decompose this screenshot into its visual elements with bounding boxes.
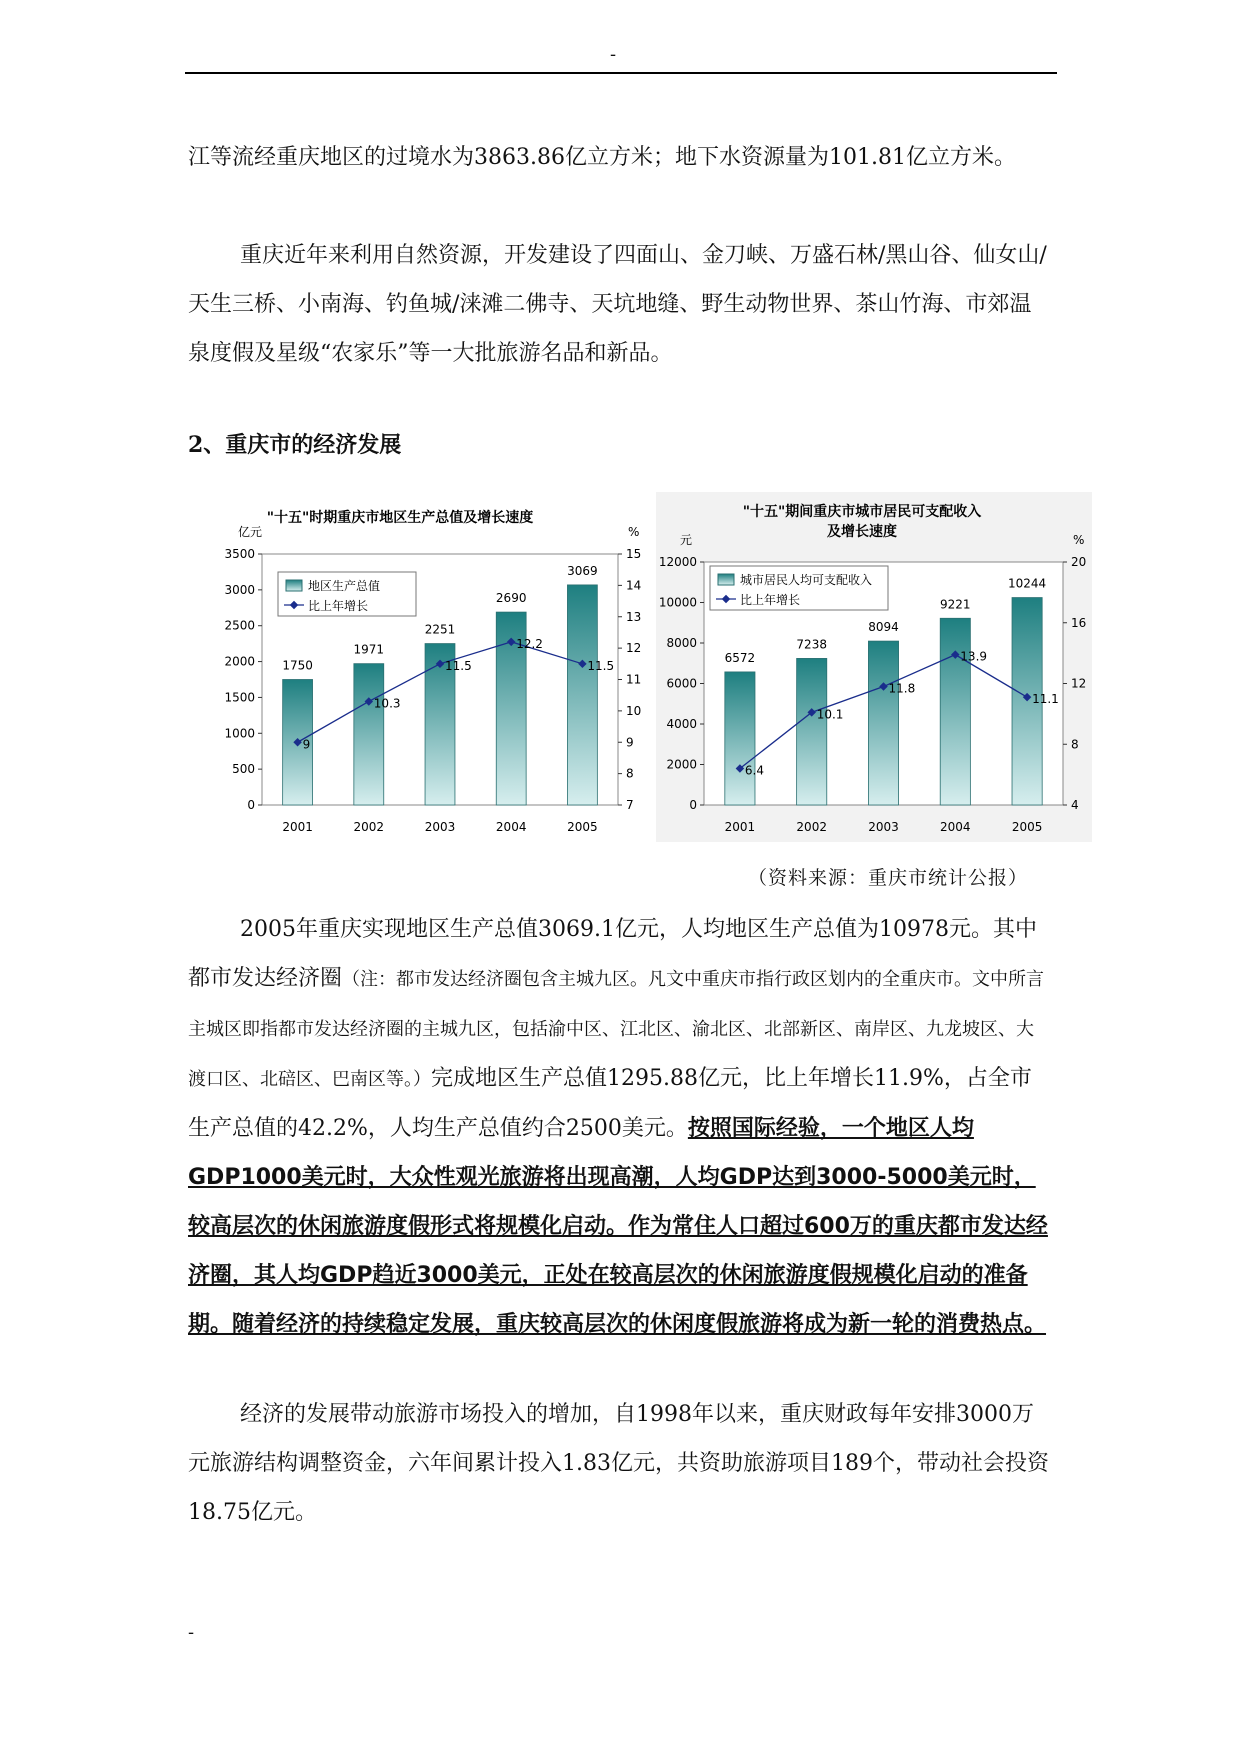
right-tick-label: 15 bbox=[626, 547, 642, 561]
bar bbox=[940, 618, 970, 805]
x-tick-label: 2005 bbox=[567, 820, 598, 834]
bar-value-label: 8094 bbox=[868, 620, 899, 635]
left-tick-label: 1000 bbox=[224, 726, 255, 741]
left-axis-unit: 元 bbox=[680, 533, 693, 547]
left-tick-label: 0 bbox=[689, 798, 697, 812]
economy-emphasis: 按照国际经验，一个地区人均GDP1000美元时，大众性观光旅游将出现高潮，人均GDP达到3000-5000美元时，较高层次的休闲旅游度假形式将规模化启动。作为常住人口超过600万的重庆都市发达经济圈，其人均GDP趋近3000美元，正处在较高层次的休闲旅游度假规模化启动的准备期。随着经济的持续稳定发展，重庆较高层次的休闲度假旅游将成为新一轮的消费热点。 bbox=[188, 1116, 1048, 1337]
growth-value-label: 11.5 bbox=[445, 658, 472, 673]
right-tick-label: 7 bbox=[626, 798, 634, 812]
header-mark: - bbox=[610, 44, 617, 65]
paragraph-water: 江等流经重庆地区的过境水为3863.86亿立方米；地下水资源量为101.81亿立方米。 bbox=[188, 145, 1016, 170]
chart-income-svg bbox=[656, 492, 1092, 842]
x-tick-label: 2002 bbox=[353, 820, 385, 834]
right-tick-label: 16 bbox=[1071, 615, 1087, 630]
economy-text-b: 完成地区生产总值1295.88亿元，比上年增长11.9%，占全市生产总值的42.2%，人均生产总值约合2500美元。 bbox=[188, 1066, 1032, 1141]
growth-value-label: 6.4 bbox=[744, 763, 764, 778]
left-tick-label: 500 bbox=[232, 762, 255, 777]
left-axis-unit: 亿元 bbox=[238, 525, 263, 539]
right-axis-unit: % bbox=[1073, 533, 1085, 547]
bar-value-label: 10244 bbox=[1008, 576, 1047, 591]
growth-value-label: 10.3 bbox=[373, 696, 401, 711]
x-tick-label: 2001 bbox=[282, 820, 313, 834]
chart-title: "十五"时期重庆市地区生产总值及增长速度 bbox=[266, 510, 534, 526]
growth-value-label: 10.1 bbox=[816, 707, 844, 722]
chart-gdp-svg bbox=[208, 492, 642, 842]
economy-footnote: （注：都市发达经济圈包含主城九区。凡文中重庆市指行政区划内的全重庆市。文中所言主城区即指都市发达经济圈的主城九区，包括渝中区、江北区、渝北区、北部新区、南岸区、九龙坡区、大渡口区、北碚区、巴南区等。） bbox=[188, 969, 1045, 1090]
right-axis-unit: % bbox=[628, 525, 640, 539]
right-tick-label: 12 bbox=[1071, 676, 1087, 691]
bar-value-label: 6572 bbox=[724, 650, 756, 665]
right-tick-label: 20 bbox=[1071, 555, 1087, 569]
left-tick-label: 1500 bbox=[224, 690, 255, 705]
left-tick-label: 2000 bbox=[224, 654, 255, 669]
growth-value-label: 9 bbox=[302, 737, 311, 752]
right-tick-label: 13 bbox=[626, 609, 642, 624]
x-tick-label: 2004 bbox=[940, 820, 971, 834]
x-tick-label: 2004 bbox=[495, 820, 527, 834]
legend-bar-label: 地区生产总值 bbox=[308, 579, 381, 593]
right-tick-label: 11 bbox=[626, 672, 642, 687]
legend-line-label: 比上年增长 bbox=[740, 593, 801, 607]
header-rule bbox=[185, 72, 1057, 74]
x-tick-label: 2003 bbox=[868, 820, 899, 834]
x-tick-label: 2002 bbox=[796, 820, 827, 834]
bar bbox=[725, 672, 755, 805]
growth-value-label: 13.9 bbox=[960, 649, 988, 664]
bar bbox=[797, 658, 827, 805]
bar bbox=[567, 585, 597, 805]
left-tick-label: 8000 bbox=[666, 636, 697, 650]
left-tick-label: 6000 bbox=[666, 676, 697, 691]
chart-income bbox=[656, 492, 1092, 846]
chart-gdp bbox=[208, 492, 642, 846]
left-tick-label: 3500 bbox=[224, 547, 255, 561]
left-tick-label: 12000 bbox=[658, 555, 697, 569]
left-tick-label: 10000 bbox=[658, 595, 697, 610]
growth-value-label: 11.1 bbox=[1032, 692, 1059, 707]
growth-value-label: 12.2 bbox=[516, 636, 543, 651]
left-tick-label: 0 bbox=[247, 798, 255, 812]
left-tick-label: 4000 bbox=[666, 717, 697, 731]
chart-title: "十五"期间重庆市城市居民可支配收入 bbox=[742, 504, 982, 520]
section-heading: 2、重庆市的经济发展 bbox=[188, 432, 402, 458]
x-tick-label: 2003 bbox=[424, 820, 456, 834]
right-tick-label: 8 bbox=[1071, 737, 1079, 752]
footer-mark: - bbox=[188, 1622, 195, 1643]
paragraph-economy bbox=[188, 905, 1050, 1349]
right-tick-label: 10 bbox=[626, 703, 642, 718]
bar-value-label: 1750 bbox=[282, 658, 313, 673]
chart-title-line2: 及增长速度 bbox=[827, 524, 897, 540]
legend-bar-swatch bbox=[286, 580, 302, 591]
left-tick-label: 2000 bbox=[666, 757, 697, 772]
right-tick-label: 12 bbox=[626, 641, 642, 656]
legend-line-label: 比上年增长 bbox=[308, 599, 369, 613]
x-tick-label: 2005 bbox=[1011, 820, 1043, 834]
bar bbox=[868, 641, 898, 805]
growth-value-label: 11.8 bbox=[888, 681, 916, 696]
legend-bar-label: 城市居民人均可支配收入 bbox=[740, 573, 873, 587]
paragraph-investment: 经济的发展带动旅游市场投入的增加，自1998年以来，重庆财政每年安排3000万元旅游结构调整资金，六年间累计投入1.83亿元，共资助旅游项目189个，带动社会投资18.75亿元。 bbox=[188, 1402, 1049, 1525]
bar-value-label: 7238 bbox=[796, 637, 827, 652]
paragraph-tourism-products: 重庆近年来利用自然资源，开发建设了四面山、金刀峡、万盛石林/黑山谷、仙女山/天生三桥、小南海、钓鱼城/涞滩二佛寺、天坑地缝、野生动物世界、茶山竹海、市郊温泉度假及星级“农家乐”等一大批旅游名品和新品。 bbox=[188, 243, 1047, 366]
right-tick-label: 14 bbox=[626, 578, 642, 593]
left-tick-label: 2500 bbox=[224, 618, 255, 633]
growth-value-label: 11.5 bbox=[587, 658, 615, 673]
bar-value-label: 2690 bbox=[495, 591, 527, 606]
bar bbox=[354, 664, 384, 805]
right-tick-label: 8 bbox=[626, 766, 634, 781]
right-tick-label: 4 bbox=[1071, 798, 1079, 812]
source-note: （资料来源：重庆市统计公报） bbox=[748, 867, 1029, 889]
bar-value-label: 3069 bbox=[567, 563, 598, 578]
economy-text-a: 2005年重庆实现地区生产总值3069.1亿元，人均地区生产总值为10978元。其中都市发达经济圈 bbox=[188, 917, 1037, 991]
x-tick-label: 2001 bbox=[724, 820, 756, 834]
bar-value-label: 9221 bbox=[940, 597, 971, 612]
bar-value-label: 2251 bbox=[424, 622, 456, 637]
bar-value-label: 1971 bbox=[353, 642, 385, 657]
right-tick-label: 9 bbox=[626, 735, 634, 750]
left-tick-label: 3000 bbox=[224, 582, 255, 597]
legend-bar-swatch bbox=[718, 574, 734, 585]
